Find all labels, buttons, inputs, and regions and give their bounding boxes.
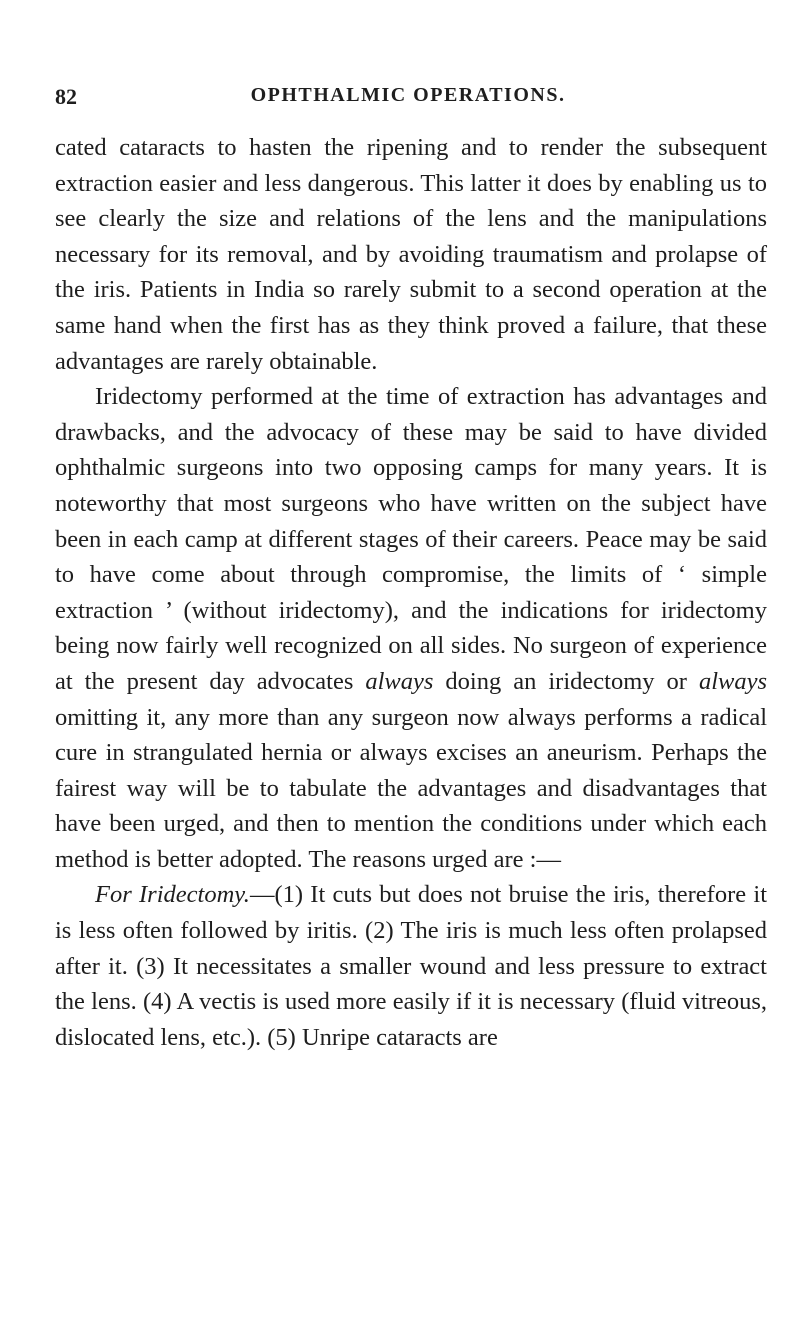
paragraph-2-text-a: Iridectomy performed at the time of extraction has advantages and drawbacks, and the advocacy of these may be said to have divided ophthalmic surgeons into two opposing camps for many years. It is noteworthy that most surgeons who have written on the subject have been in each camp at different stages of their careers. Peace may be said to have come about through compromise, the limits of ‘ simple extraction ’ (without iridectomy), and the indications for iridectomy being now fairly well recognized on all sides. No surgeon of experience at the present day advocates [55,383,767,695]
paragraph-2-text-c: omitting it, any more than any surgeon now always performs a radical cure in strangulated hernia or always excises an aneurism. Perhaps the fairest way will be to tabulate the advantages and disadvantages that have been urged, and then to mention the conditions under which each method is better adopted. The reasons urged are :— [55,703,767,873]
paragraph-2 [55,379,767,877]
page-number: 82 [55,84,77,109]
paragraph-1: cated cataracts to hasten the ripening and to render the subsequent extraction easier and less dangerous. This latter it does by enabling us to see clearly the size and relations of the lens and the manipulations necessary for its removal, and by avoiding traumatism and prolapse of the iris. Patients in India so rarely submit to a second operation at the same hand when the first has as they think proved a failure, that these advantages are rarely obtainable. [55,134,767,375]
paragraph-2-text-b: doing an iridectomy or [433,667,699,695]
body-text [55,130,767,1055]
section-heading-for-iridectomy: For Iridectomy. [95,881,250,909]
emphasis-always-2: always [698,667,767,695]
paragraph-3-text: —(1) It cuts but does not bruise the iris, therefore it is less often followed by iritis. (2) The iris is much less often prolapsed after it. (3) It necessitates a smaller wound and less pressure to extract the lens. (4) A vectis is used more easily if it is necessary (fluid vitreous, dislocated lens, etc.). (5) Unripe cataracts are [55,881,767,1051]
chapter-title: OPHTHALMIC OPERATIONS. [250,84,566,106]
emphasis-always-1: always [365,667,434,695]
paragraph-3 [55,877,767,1055]
running-head [55,84,761,116]
